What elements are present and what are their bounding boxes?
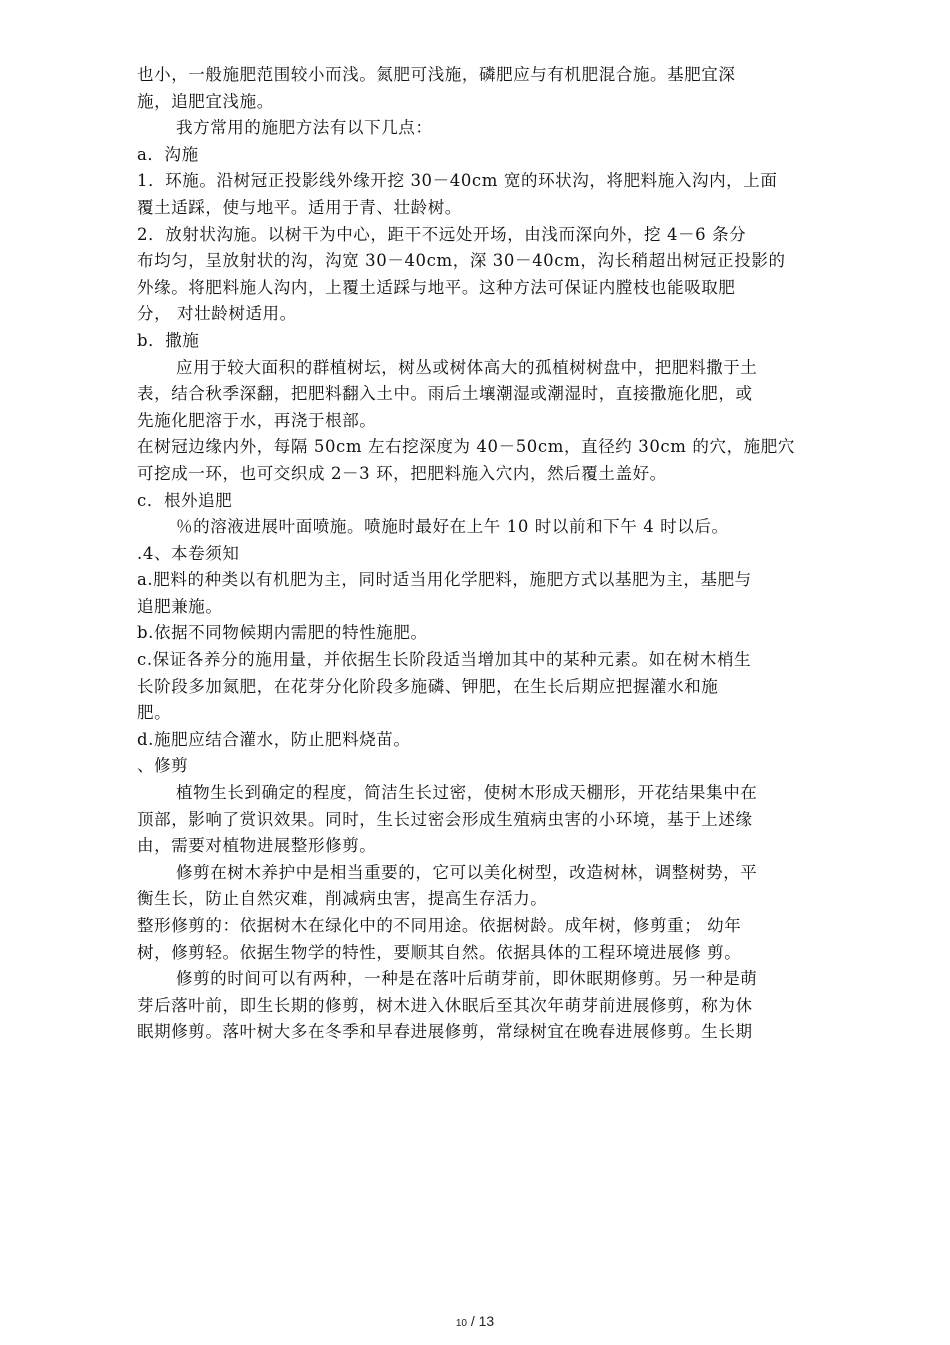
section-heading-b: b．撒施 xyxy=(137,330,200,350)
text-line: 顶部，影响了赏识效果。同时，生长过密会形成生殖病虫害的小环境，基于上述缘 xyxy=(137,809,753,829)
text-line: 眠期修剪。落叶树大多在冬季和早春进展修剪，常绿树宜在晚春进展修剪。生长期 xyxy=(137,1022,753,1042)
text-line: 修剪的时间可以有两种，一种是在落叶后萌芽前，即休眠期修剪。另一种是萌 xyxy=(176,969,758,989)
text-line: 先施化肥溶于水，再浇于根部。 xyxy=(137,410,377,430)
section-heading-a: a．沟施 xyxy=(137,144,199,164)
text-line: 布均匀，呈放射状的沟，沟宽 30－40cm，深 30－40cm，沟长稍超出树冠正投影的 xyxy=(137,251,786,271)
section-heading-c: c．根外追肥 xyxy=(137,490,233,510)
text-line: 整形修剪的：依据树木在绿化中的不同用途。依据树龄。成年树，修剪重； 幼年 xyxy=(137,916,742,935)
text-line: 肥。 xyxy=(137,703,172,723)
section-heading-notes: .4、本卷须知 xyxy=(137,543,240,563)
text-line: b.依据不同物候期内需肥的特性施肥。 xyxy=(137,623,428,643)
text-line: 长阶段多加氮肥，在花芽分化阶段多施磷、钾肥，在生长后期应把握灌水和施 xyxy=(137,676,719,696)
page-current: 10 xyxy=(455,1318,467,1329)
text-line: 我方常用的施肥方法有以下几点： xyxy=(176,118,433,138)
text-line: 在树冠边缘内外，每隔 50cm 左右挖深度为 40－50cm，直径约 30cm 的穴，施肥穴 xyxy=(137,437,795,457)
text-line: a.肥料的种类以有机肥为主，同时适当用化学肥料，施肥方式以基肥为主，基肥与 xyxy=(137,570,752,590)
text-line: 覆土适踩，使与地平。适用于青、壮龄树。 xyxy=(137,197,462,217)
section-heading-pruning: 、修剪 xyxy=(137,756,189,776)
text-line: 施，追肥宜浅施。 xyxy=(137,91,274,111)
body-text xyxy=(137,62,832,1046)
page-separator: / xyxy=(466,1313,479,1329)
text-line: 可挖成一环，也可交织成 2－3 环，把肥料施入穴内，然后覆土盖好。 xyxy=(137,463,667,483)
text-line: 衡生长，防止自然灾难，削减病虫害，提高生存活力。 xyxy=(137,889,548,909)
text-line: 追肥兼施。 xyxy=(137,596,223,616)
text-line: ％的溶液进展叶面喷施。喷施时最好在上午 10 时以前和下午 4 时以后。 xyxy=(176,517,729,537)
text-line: d.施肥应结合灌水，防止肥料烧苗。 xyxy=(137,729,411,749)
text-line: 芽后落叶前，即生长期的修剪，树木进入休眠后至其次年萌芽前进展修剪，称为休 xyxy=(137,995,753,1015)
text-line: 树，修剪轻。依据生物学的特性，要顺其自然。依据具体的工程环境进展修 剪。 xyxy=(137,942,742,962)
text-line: 由，需要对植物进展整形修剪。 xyxy=(137,836,377,856)
text-line: 修剪在树木养护中是相当重要的，它可以美化树型，改造树林，调整树势，平 xyxy=(176,862,758,882)
text-line: 1．环施。沿树冠正投影线外缘开挖 30－40cm 宽的环状沟，将肥料施入沟内，上面 xyxy=(137,171,778,191)
text-line: c.保证各养分的施用量，并依据生长阶段适当增加其中的某种元素。如在树木梢生 xyxy=(137,650,752,670)
text-line: 植物生长到确定的程度，简洁生长过密，使树木形成天棚形，开花结果集中在 xyxy=(176,783,758,803)
text-line: 分， 对壮龄树适用。 xyxy=(137,304,297,324)
text-line: 应用于较大面积的群植树坛，树丛或树体高大的孤植树树盘中，把肥料撒于土 xyxy=(176,357,758,377)
text-line: 外缘。将肥料施人沟内，上覆土适踩与地平。这种方法可保证内膛枝也能吸取肥 xyxy=(137,277,736,297)
text-line: 表，结合秋季深翻，把肥料翻入土中。雨后土壤潮湿或潮湿时，直接撒施化肥，或 xyxy=(137,384,753,404)
text-line: 2．放射状沟施。以树干为中心，距干不远处开场，由浅而深向外，挖 4－6 条分 xyxy=(137,224,747,244)
page-number xyxy=(0,1313,950,1331)
text-line: 也小，一般施肥范围较小而浅。氮肥可浅施，磷肥应与有机肥混合施。基肥宜深 xyxy=(137,65,736,84)
page-total: 13 xyxy=(478,1313,495,1329)
